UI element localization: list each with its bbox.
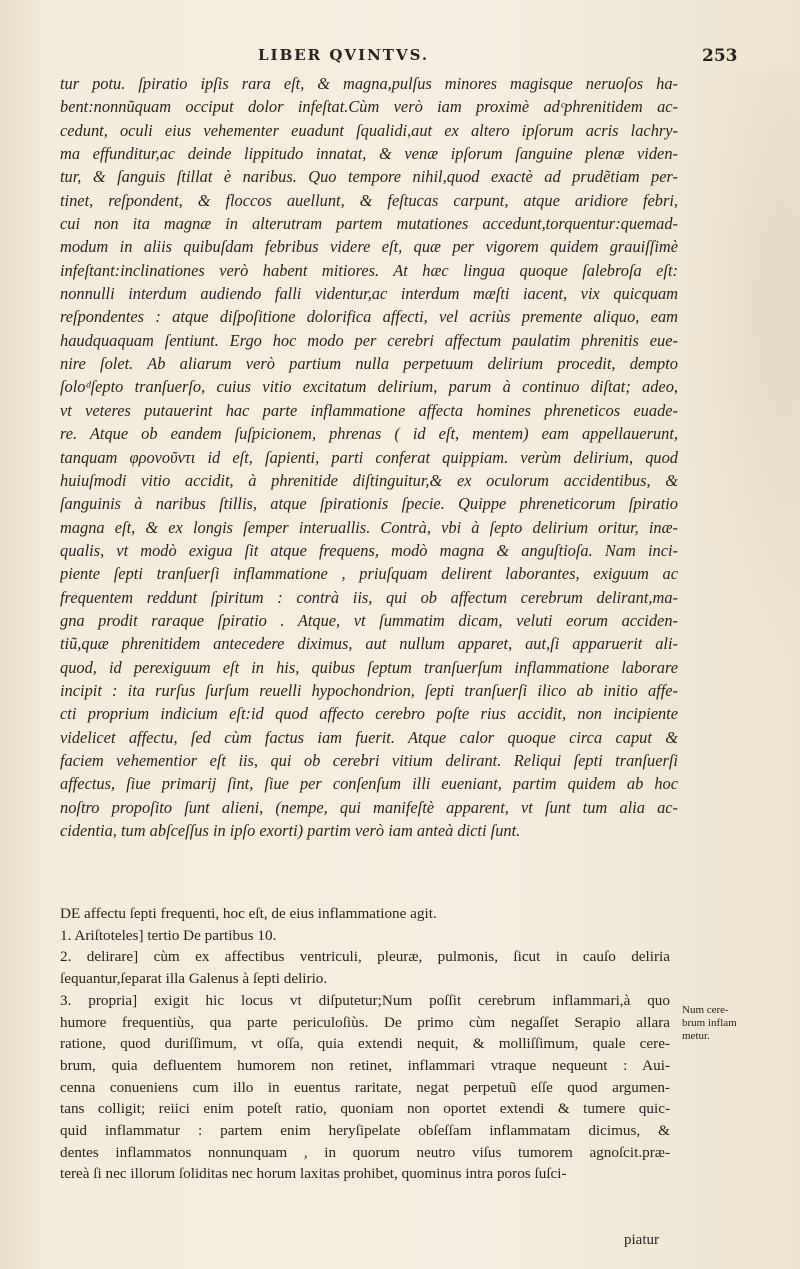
marginal-note-line: metur.	[682, 1030, 710, 1042]
annotation-line: quid inflammatur : partem enim heryſipelate obſeſſam inflammatam dicimus, &	[60, 1122, 670, 1140]
annotation-line: dentes inflammatos nonnunquam , in quorum neutro viſus tumorem agnoſcit.præ-	[60, 1143, 670, 1161]
text-line: tur, & ſanguis ſtillat è naribus. Quo tempore nihil,quod exactè ad prudẽtiam per-	[60, 167, 678, 187]
text-line: cti proprium indicium eſt:id quod affecto cerebro poſte rius accidit, non incipiente	[60, 704, 678, 724]
annotation-line: brum, quia defluentem humorem non retinet, inflammari vtraque nequeunt : Aui-	[60, 1056, 670, 1074]
text-line: incipit : ita rurſus ſurſum reuelli hypochondrion, ſepti tranſuerſi ilico ab initio affe-	[60, 680, 678, 700]
text-line: cidentia, tum abſceſſus in ipſo exorti) partim verò iam anteà dicti ſunt.	[60, 821, 521, 840]
annotation-note	[60, 990, 670, 1185]
text-line: huiuſmodi vitio accidit, à phrenitide diſtinguitur,& ex oculorum accidentibus, &	[60, 470, 678, 490]
annotation-line: cenna conueniens cum illo in euentus raritate, negat perpetuũ eſſe quod argumen-	[60, 1078, 670, 1096]
annotation-line: tereà ſi nec illorum ſoliditas nec horum laxitas prohibet, quominus intra poros ſuſci-	[60, 1165, 567, 1183]
text-line: videlicet affectu, ſed cùm factus iam fuerit. Atque calor quoque circa caput &	[60, 727, 678, 747]
show-through-stain	[680, 70, 800, 670]
text-line: reſpondentes : atque diſpoſitione dolorifica affecti, vel acriùs premente aliquo, eam	[60, 307, 678, 327]
annotation-line: 3. propria] exigit hic locus vt diſputetur;Num poſſit cerebrum inflammari,à quo	[60, 991, 670, 1009]
annotation-note	[60, 903, 670, 925]
text-line: re. Atque ob eandem ſuſpicionem, phrenas ( id eſt, mentem) eam appellauerunt,	[60, 424, 678, 444]
text-line: qualis, vt modò exigua ſit atque frequens, modò magna & anguſtioſa. Nam inci-	[60, 540, 678, 560]
text-line: tinet, reſpondent, & floccos auellunt, & feſtucas carpunt, atque aridiore febri,	[60, 190, 678, 210]
text-line: piente ſepti tranſuerſi inflammatione , priuſquam delirent laborantes, exiguum ac	[60, 564, 678, 584]
text-line: tur potu. ſpiratio ipſis rara eſt, & magna,pulſus minores magisque neruoſos ha-	[60, 74, 678, 93]
text-line: tanquam φρονοῦντι id eſt, ſapienti, parti conferat quippiam. verùm delirium, quod	[60, 447, 678, 467]
text-line: nire ſolet. Ab aliarum verò partium nulla perpetuum delirium procedit, dempto	[60, 354, 678, 374]
marginal-note-line: brum inflam	[682, 1017, 737, 1029]
text-line: quod, id perexiguum eſt in his, quibus ſeptum tranſuerſum inflammatione laborare	[60, 657, 678, 677]
text-line: bent:nonnũquam occiput dolor infeſtat.Cùm verò iam proximè adᶜphrenitidem ac-	[60, 97, 678, 117]
text-line: frequentem reddunt ſpiritum : contrà iis, qui ob affectum cerebrum delirant,ma-	[60, 587, 678, 607]
text-line: haudquaquam ſentiunt. Ergo hoc modo per cerebri affectum paulatim phrenitis eue-	[60, 330, 678, 350]
text-line: affectus, ſiue primarij ſint, ſiue per conſenſum illi eueniant, partim quidem ab hoc	[60, 774, 678, 794]
text-line: ma effunditur,ac deinde lippitudo innatat, & venæ ipſorum ſanguine plenæ viden-	[60, 144, 678, 164]
page-number: 253	[702, 46, 738, 66]
annotation-line: tans colligit; reiici enim poteſt ratio, quoniam non oportet extendi & tumere quic-	[60, 1100, 670, 1118]
annotation-line: ſequantur,ſeparat illa Galenus à ſepti delirio.	[60, 970, 328, 988]
annotation-note	[60, 925, 670, 947]
annotations-block	[60, 903, 670, 1185]
annotation-line: humore frequentiùs, qua parte periculoſiùs. De primo cùm negaſſet Serapio allara	[60, 1013, 670, 1031]
annotation-line: DE affectu ſepti frequenti, hoc eſt, de eius inflammatione agit.	[60, 905, 437, 922]
catchword: piatur	[624, 1232, 659, 1248]
text-line: modum in aliis quibuſdam febribus videre eſt, quæ per vigorem quidem grauiſſimè	[60, 237, 678, 257]
running-title: LIBER QVINTVS.	[258, 46, 430, 64]
annotation-note	[60, 946, 670, 989]
text-line: cedunt, oculi eius vehementer euadunt ſqualidi,aut ex altero ipſorum acris lachry-	[60, 120, 678, 140]
text-line: cui non ita magnæ in alterutram partem mutationes accedunt,torquentur:quemad-	[60, 214, 678, 234]
text-line: gna prodit raraque ſpiratio . Atque, vt ſummatim dicam, veluti eorum acciden-	[60, 610, 678, 630]
annotation-line: 2. delirare] cùm ex affectibus ventriculi, pleuræ, pulmonis, ſicut in cauſo deliria	[60, 948, 670, 966]
text-line: noſtro propoſito ſunt alieni, (nempe, qui manifeſtè apparent, vt ſunt tum alia ac-	[60, 797, 678, 817]
text-line: infeſtant:inclinationes verò habent mitiores. At hæc lingua quoque ſalebroſa eſt:	[60, 260, 678, 280]
marginal-note	[682, 1004, 742, 1043]
annotation-line: ratione, quod duriſſimum, vt oſſa, quia extendi nequit, & molliſſimum, quale cere-	[60, 1035, 670, 1053]
text-line: magna eſt, & ex longis ſemper interuallis. Contrà, vbi à ſepto delirium oritur, inæ-	[60, 517, 678, 537]
text-line: tiũ,quæ phrenitidem antecedere diximus, aut nullum apparet, aut,ſi apparuerit ali-	[60, 634, 678, 654]
marginal-note-line: Num cere-	[682, 1004, 729, 1016]
annotation-line: 1. Ariſtoteles] tertio De partibus 10.	[60, 926, 277, 944]
page-header	[0, 46, 800, 70]
text-line: vt veteres putauerint hac parte inflammatione affecta homines phreneticos euade-	[60, 400, 678, 420]
text-line: ſoloᵈſepto tranſuerſo, cuius vitio excitatum delirium, parum à continuo diſtat; adeo,	[60, 377, 678, 397]
main-text-block	[60, 72, 678, 842]
text-line: nonnulli interdum audiendo falli videntur,ac interdum mæſti iacent, vix quicquam	[60, 284, 678, 304]
text-line: faciem vehementior eſt iis, qui ob cerebri vitium delirant. Reliqui ſepti tranſuerſi	[60, 750, 678, 770]
text-line: ſanguinis à naribus ſtillis, atque ſpirationis ſpecie. Quippe phreneticorum ſpiratio	[60, 494, 678, 514]
